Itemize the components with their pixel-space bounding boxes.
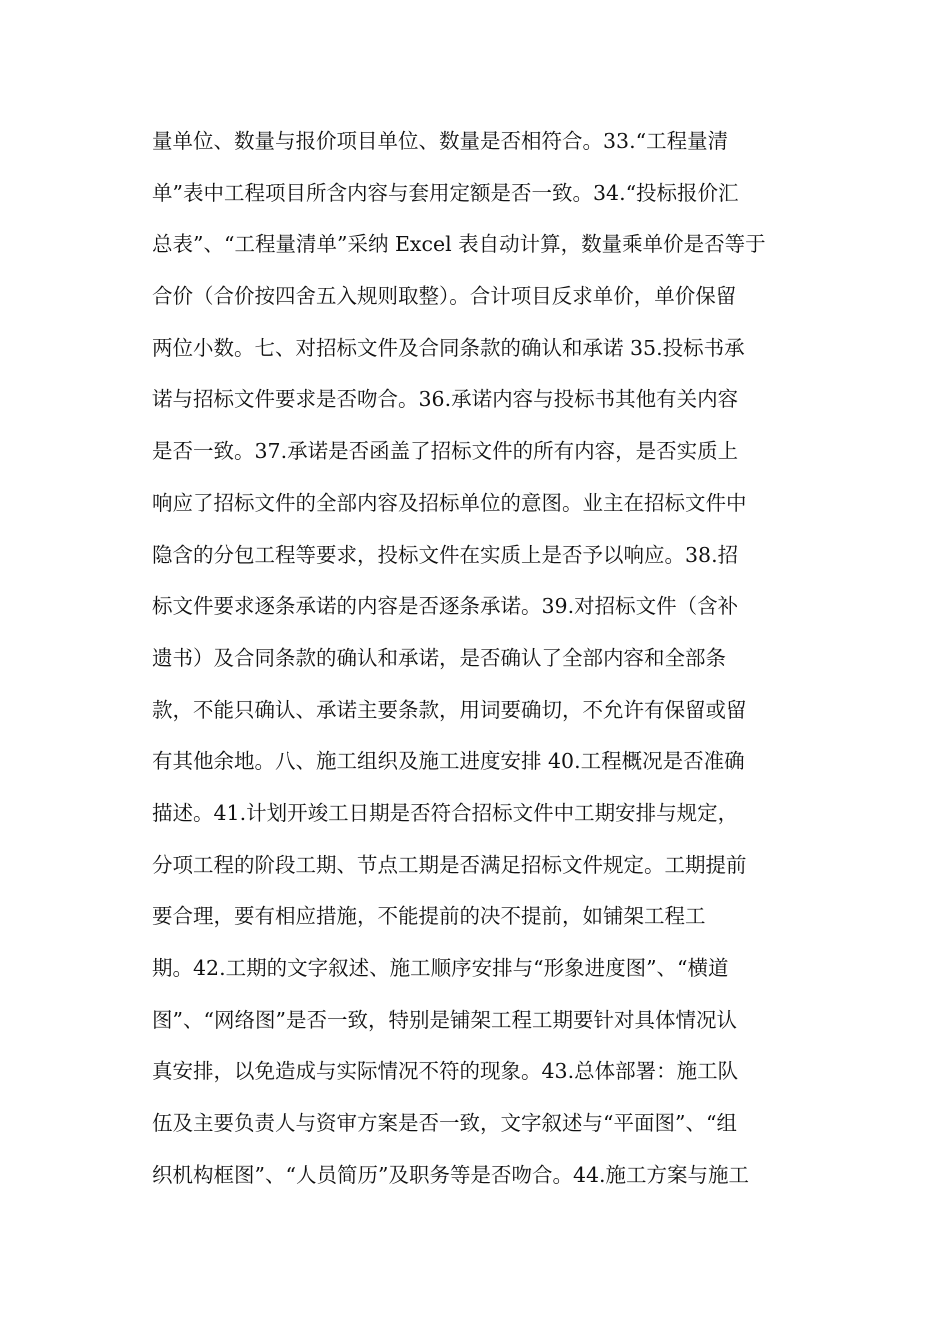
text-line: 描述。41.计划开竣工日期是否符合招标文件中工期安排与规定， (152, 800, 739, 825)
text-line: 要合理，要有相应措施，不能提前的决不提前，如铺架工程工 (152, 904, 706, 929)
text-line: 单”表中工程项目所含内容与套用定额是否一致。34.“投标报价汇 (152, 180, 739, 205)
text-line: 总表”、“工程量清单”采纳 Excel 表自动计算，数量乘单价是否等于 (152, 232, 766, 257)
text-line: 量单位、数量与报价项目单位、数量是否相符合。33.“工程量清 (152, 129, 729, 153)
text-line: 隐含的分包工程等要求，投标文件在实质上是否予以响应。38.招 (152, 542, 739, 567)
text-line: 遗书）及合同条款的确认和承诺，是否确认了全部内容和全部条 (152, 645, 726, 670)
text-line: 织机构框图”、“人员简历”及职务等是否吻合。44.施工方案与施工 (152, 1162, 750, 1187)
body-text (152, 116, 812, 1201)
text-line: 伍及主要负责人与资审方案是否一致，文字叙述与“平面图”、“组 (152, 1111, 737, 1136)
text-line: 期。42.工期的文字叙述、施工顺序安排与“形象进度图”、“横道 (152, 956, 729, 980)
text-line: 有其他余地。八、施工组织及施工进度安排 40.工程概况是否准确 (152, 749, 745, 774)
text-line: 款，不能只确认、承诺主要条款，用词要确切，不允许有保留或留 (152, 697, 747, 722)
text-line: 诺与招标文件要求是否吻合。36.承诺内容与投标书其他有关内容 (152, 387, 739, 412)
text-line: 图”、“网络图”是否一致，特别是铺架工程工期要针对具体情况认 (152, 1007, 737, 1032)
text-line: 分项工程的阶段工期、节点工期是否满足招标文件规定。工期提前 (152, 852, 747, 877)
text-line: 合价（合价按四舍五入规则取整）。合计项目反求单价，单价保留 (152, 284, 737, 309)
text-line: 真安排，以免造成与实际情况不符的现象。43.总体部署：施工队 (152, 1059, 739, 1084)
text-line: 是否一致。37.承诺是否函盖了招标文件的所有内容，是否实质上 (152, 439, 739, 464)
text-line: 标文件要求逐条承诺的内容是否逐条承诺。39.对招标文件（含补 (152, 594, 739, 619)
text-line: 两位小数。七、对招标文件及合同条款的确认和承诺 35.投标书承 (152, 335, 745, 360)
text-line: 响应了招标文件的全部内容及招标单位的意图。业主在招标文件中 (152, 490, 747, 515)
